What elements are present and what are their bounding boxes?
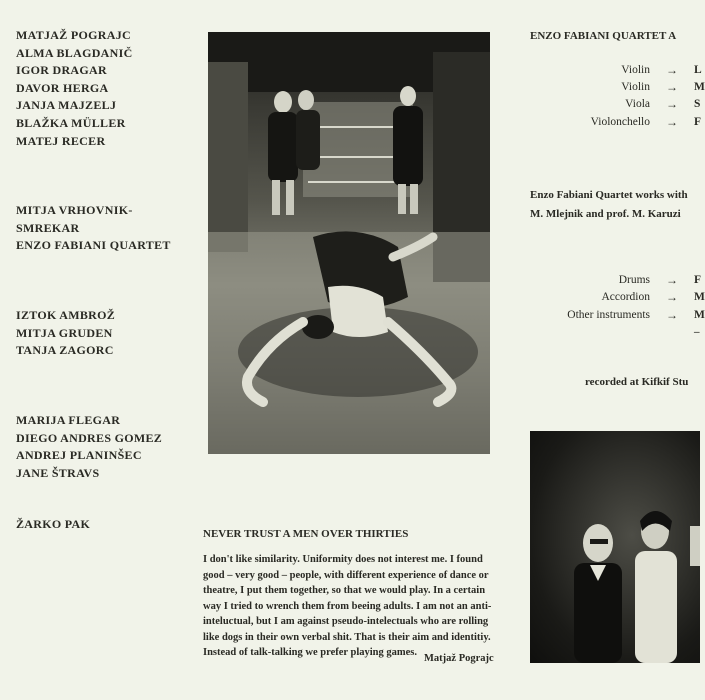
instrument-player: L <box>694 64 702 76</box>
cast-name: JANJA MAJZELJ <box>16 98 117 113</box>
cast-name: MITJA GRUDEN <box>16 325 113 340</box>
cast-name: MITJA VRHOVNIK- <box>16 203 133 217</box>
cast-name: SMREKAR <box>16 220 80 235</box>
cast-name: BLAŽKA MÜLLER <box>16 115 126 130</box>
quartet-title: ENZO FABIANI QUARTET A <box>530 30 677 42</box>
cast-name: IGOR DRAGAR <box>16 63 107 78</box>
instrument-label: Viola <box>625 98 650 110</box>
essay-title: NEVER TRUST A MEN OVER THIRTIES <box>203 528 409 540</box>
cast-name: DIEGO ANDRES GOMEZ <box>16 430 163 445</box>
cast-group-3 <box>16 307 115 360</box>
performance-photo <box>208 32 490 454</box>
cast-name: IZTOK AMBROŽ <box>16 308 116 322</box>
instrument-player: S <box>694 98 701 110</box>
cast-name: MATJAŽ POGRAJC <box>16 28 131 42</box>
arrow-icon: → <box>666 115 678 129</box>
cast-name: MATEJ RECER <box>16 133 106 148</box>
instrument-player: F <box>694 116 702 128</box>
cast-name: DAVOR HERGA <box>16 80 109 95</box>
arrow-icon: → <box>666 308 678 322</box>
instrument-label: Violin <box>621 81 650 93</box>
cast-name: ENZO FABIANI QUARTET <box>16 238 171 253</box>
cast-name: ALMA BLAGDANIČ <box>16 45 133 60</box>
arrow-icon: → <box>666 97 678 111</box>
arrow-icon: → <box>666 63 678 77</box>
band-photo <box>530 431 700 663</box>
quartet-note-line: M. Mlejnik and prof. M. Karuzi <box>530 208 681 220</box>
essay-body: I don't like similarity. Uniformity does not interest me. I found good – very good – people, with different experience of dance or theatre, I put them together, so that we would play. In a certain way I tried to wrench them from beeing adults. I am not an anti-inteluctual, but I am against pseudo-intelectuals who are rolling like dogs in their own verbal shit. That is their aim and identitiy. Instead of talk-talking we prefer playing games. <box>203 554 492 658</box>
cast-group-4 <box>16 412 162 482</box>
dash: – <box>694 326 700 338</box>
cast-name: ANDREJ PLANINŠEC <box>16 448 142 463</box>
essay-signature: Matjaž Pograjc <box>424 653 494 664</box>
instrument-player: M <box>694 81 705 93</box>
arrow-icon: → <box>666 273 678 287</box>
band-photo-art <box>530 431 700 663</box>
arrow-icon: → <box>666 290 678 304</box>
cast-group-5 <box>16 516 90 534</box>
cast-name: JANE ŠTRAVS <box>16 465 100 480</box>
instrument-label: Violonchello <box>590 116 650 128</box>
cast-name: TANJA ZAGORC <box>16 343 114 358</box>
instrument-player: M <box>694 309 705 321</box>
instrument-label: Drums <box>618 274 650 286</box>
recorded-note: recorded at Kifkif Stu <box>585 376 689 388</box>
instrument-player: M <box>694 291 705 303</box>
cast-name: ŽARKO PAK <box>16 517 91 531</box>
cast-name: MARIJA FLEGAR <box>16 413 121 427</box>
arrow-icon: → <box>666 80 678 94</box>
instrument-player: F <box>694 274 702 286</box>
cast-group-2 <box>16 202 171 255</box>
instrument-label: Accordion <box>601 291 650 303</box>
performance-photo-art <box>208 32 490 454</box>
quartet-note <box>530 186 688 224</box>
cast-group-1 <box>16 27 133 150</box>
instrument-label: Violin <box>621 64 650 76</box>
instrument-label: Other instruments <box>567 309 650 321</box>
quartet-note-line: Enzo Fabiani Quartet works with <box>530 189 688 201</box>
